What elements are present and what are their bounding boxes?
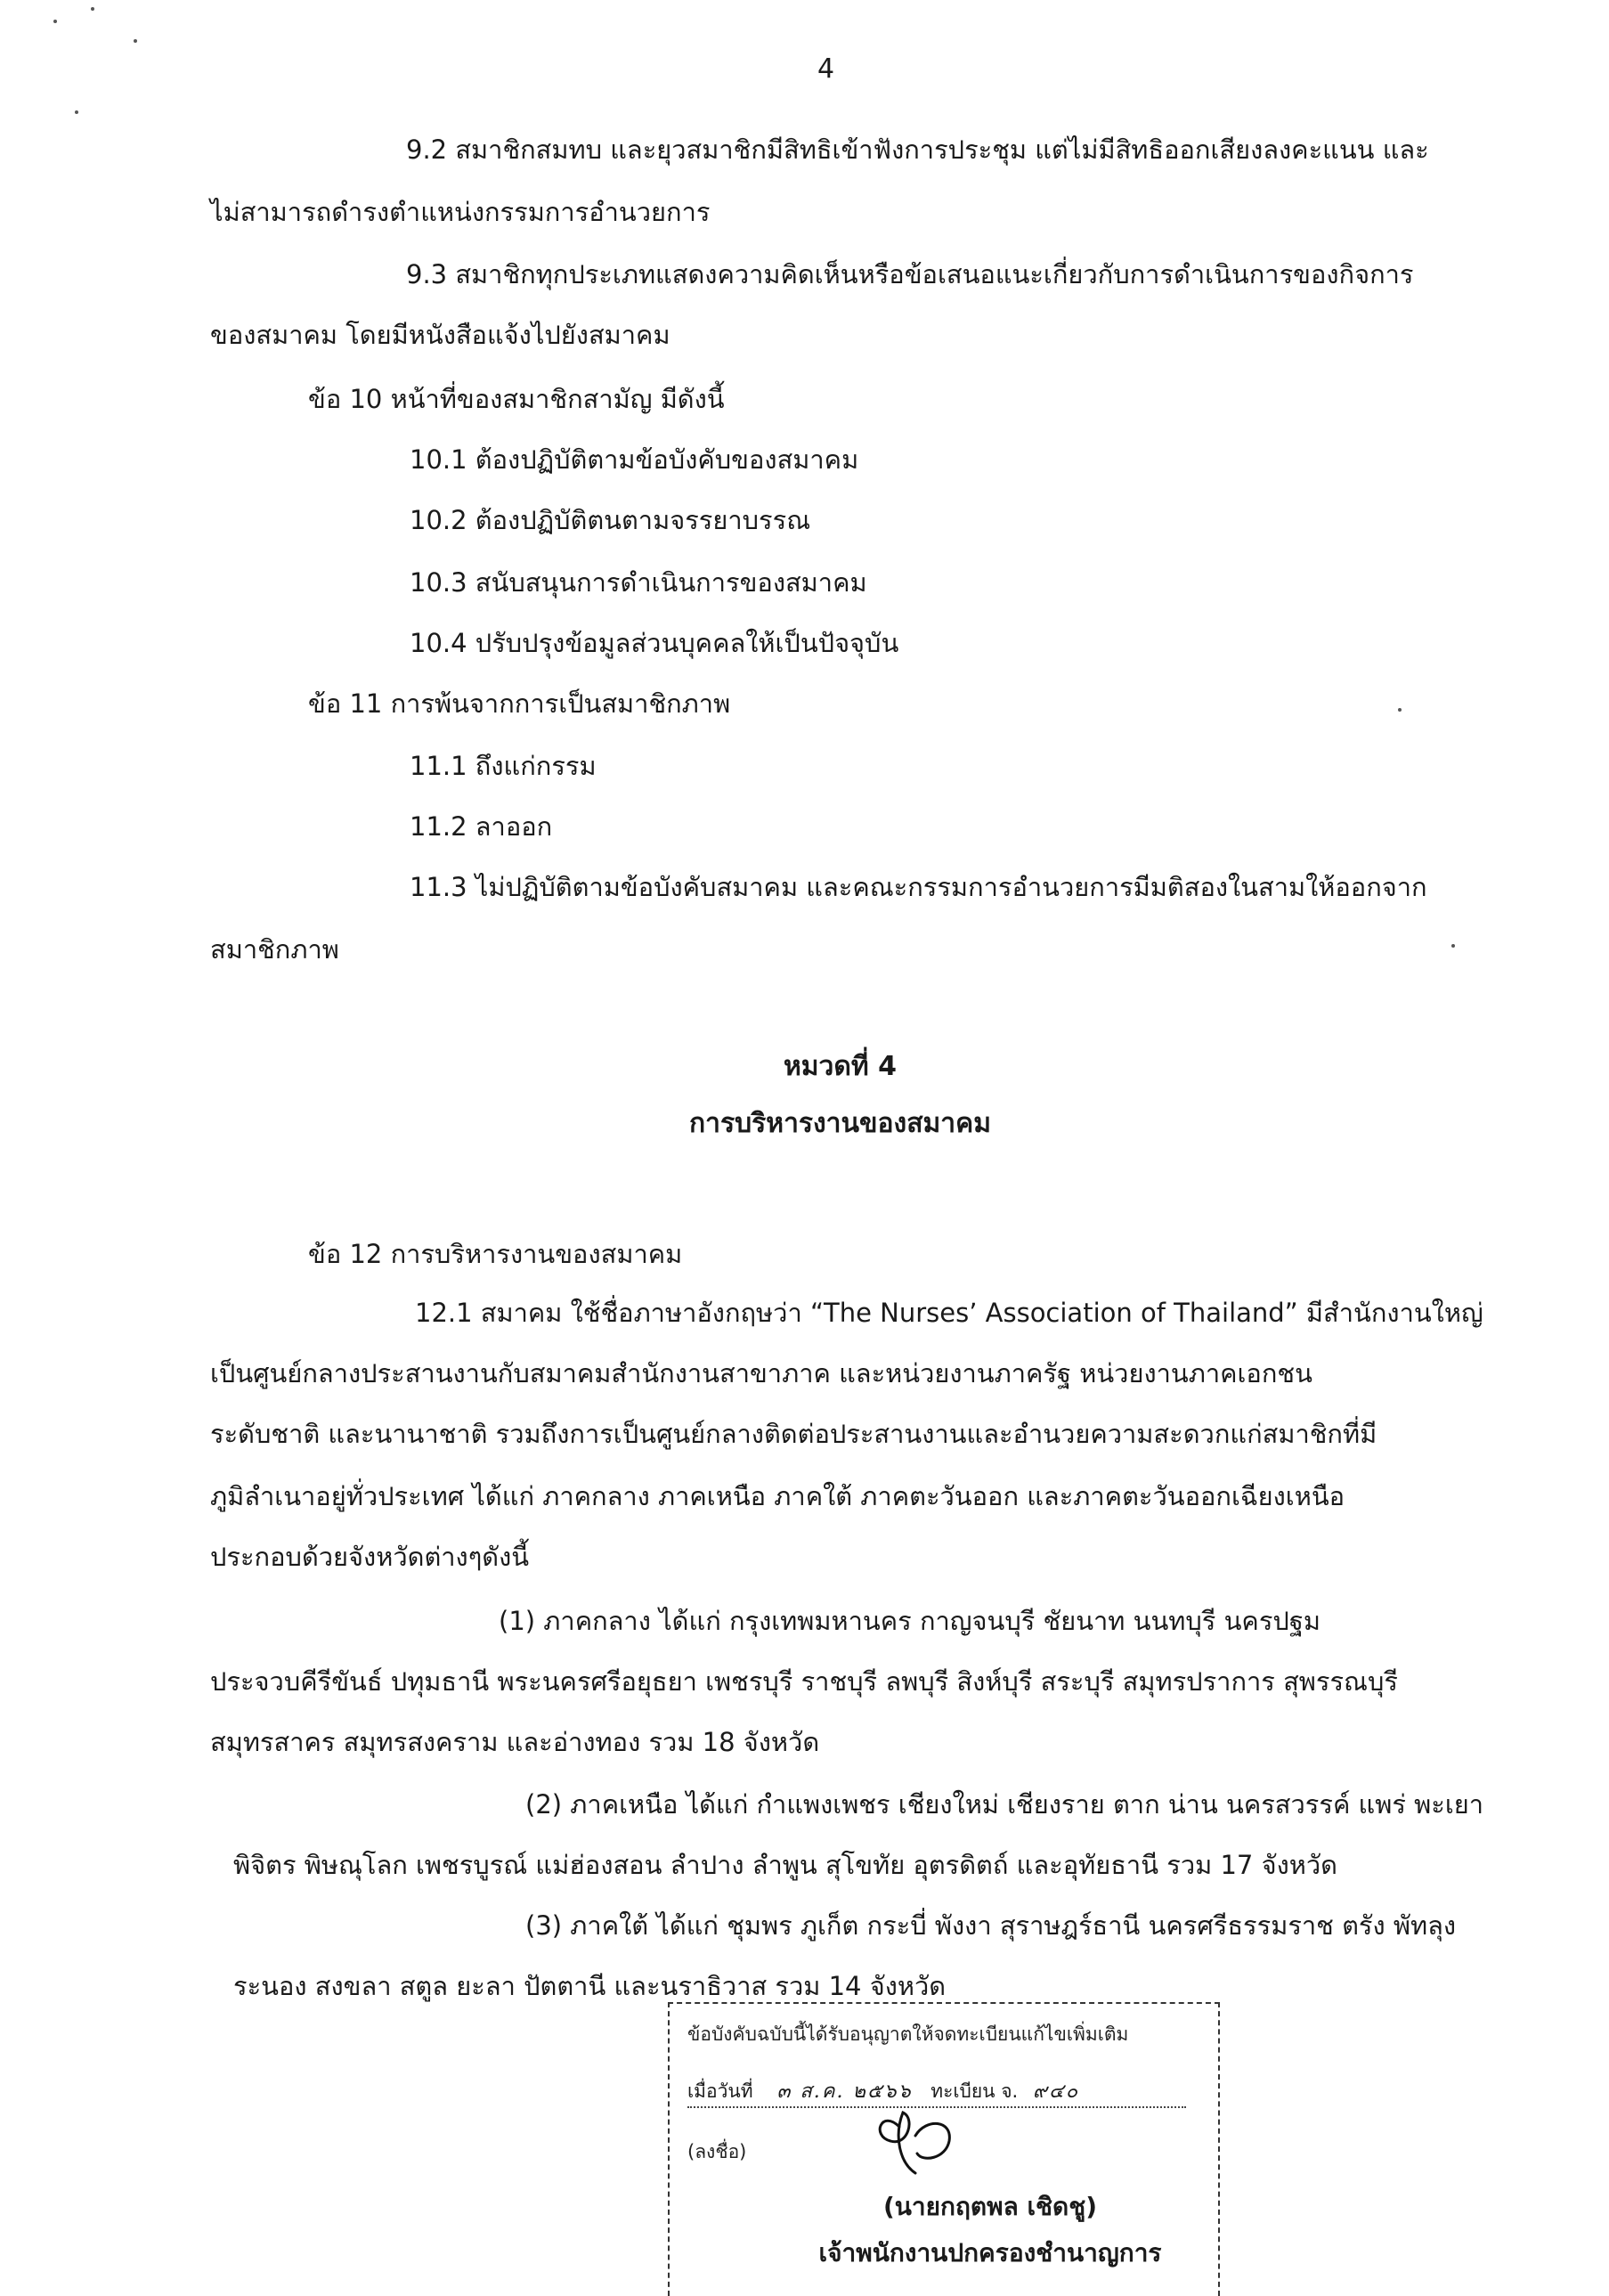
- clause-12-1-line-4: ภูมิลำเนาอยู่ทั่วประเทศ ได้แก่ ภาคกลาง ภาคเหนือ ภาคใต้ ภาคตะวันออก และภาคตะวันออกเฉียงเหนือ: [210, 1481, 1345, 1511]
- clause-12-1-line-3: ระดับชาติ และนานาชาติ รวมถึงการเป็นศูนย์กลางติดต่อประสานงานและอำนวยความสะดวกแก่สมาชิกที่มี: [210, 1419, 1377, 1449]
- stamp-registry-prefix: ทะเบียน จ.: [930, 2080, 1019, 2102]
- region-central-line-2: ประจวบคีรีขันธ์ ปทุมธานี พระนครศรีอยุธยา เพชรบุรี ราชบุรี ลพบุรี สิงห์บุรี สระบุรี สมุทรปราการ สุพรรณบุรี: [210, 1666, 1398, 1697]
- page-number: 4: [817, 53, 835, 85]
- chapter-subtitle: การบริหารงานของสมาคม: [689, 1108, 991, 1139]
- stamp-officer-name: (นายกฤตพล เชิดชู): [882, 2192, 1098, 2221]
- registration-stamp: [668, 2002, 1220, 2296]
- clause-10-2: 10.2 ต้องปฏิบัติตนตามจรรยาบรรณ: [410, 505, 811, 535]
- clause-9-3-line-1: 9.3 สมาชิกทุกประเภทแสดงความคิดเห็นหรือข้อเสนอแนะเกี่ยวกับการดำเนินการของกิจการ: [406, 259, 1414, 289]
- stamp-date-prefix: เมื่อวันที่: [687, 2080, 753, 2102]
- signature-icon: [864, 2100, 962, 2180]
- clause-11-2: 11.2 ลาออก: [410, 811, 553, 842]
- clause-12-1-line-2: เป็นศูนย์กลางประสานงานกับสมาคมสำนักงานสาขาภาค และหน่วยงานภาครัฐ หน่วยงานภาคเอกชน: [210, 1358, 1312, 1388]
- clause-12-1-line-5: ประกอบด้วยจังหวัดต่างๆดังนี้: [210, 1542, 530, 1572]
- stamp-sign-label: (ลงชื่อ): [687, 2141, 747, 2162]
- chapter-title: หมวดที่ 4: [784, 1051, 897, 1082]
- clause-12-heading: ข้อ 12 การบริหารงานของสมาคม: [308, 1239, 683, 1269]
- clause-11-3-line-2: สมาชิกภาพ: [210, 934, 339, 965]
- clause-9-2-line-2: ไม่สามารถดำรงตำแหน่งกรรมการอำนวยการ: [210, 197, 711, 227]
- stamp-date-value: ๓ ส.ค. ๒๕๖๖: [776, 2080, 913, 2103]
- region-central-line-1: (1) ภาคกลาง ได้แก่ กรุงเทพมหานคร กาญจนบุรี ชัยนาท นนทบุรี นครปฐม: [499, 1606, 1321, 1636]
- clause-12-1-line-1: 12.1 สมาคม ใช้ชื่อภาษาอังกฤษว่า “The Nurses’ Association of Thailand” มีสำนักงานใหญ่: [415, 1298, 1483, 1328]
- region-south-line-1: (3) ภาคใต้ ได้แก่ ชุมพร ภูเก็ต กระบี่ พังงา สุราษฎร์ธานี นครศรีธรรมราช ตรัง พัทลุง: [525, 1910, 1457, 1941]
- clause-10-1: 10.1 ต้องปฏิบัติตามข้อบังคับของสมาคม: [410, 444, 859, 475]
- clause-11-3-line-1: 11.3 ไม่ปฏิบัติตามข้อบังคับสมาคม และคณะกรรมการอำนวยการมีมติสองในสามให้ออกจาก: [410, 872, 1427, 902]
- clause-9-2-line-1: 9.2 สมาชิกสมทบ และยุวสมาชิกมีสิทธิเข้าฟังการประชุม แต่ไม่มีสิทธิออกเสียงลงคะแนน และ: [406, 134, 1429, 165]
- stamp-registry-value: ๙๔๐: [1032, 2080, 1080, 2103]
- region-north-line-1: (2) ภาคเหนือ ได้แก่ กำแพงเพชร เชียงใหม่ เชียงราย ตาก น่าน นครสวรรค์ แพร่ พะเยา: [525, 1789, 1484, 1820]
- clause-10-3: 10.3 สนับสนุนการดำเนินการของสมาคม: [410, 567, 867, 598]
- stamp-approval-text: ข้อบังคับฉบับนี้ได้รับอนุญาตให้จดทะเบียนแก้ไขเพิ่มเติม: [687, 2023, 1129, 2045]
- clause-9-3-line-2: ของสมาคม โดยมีหนังสือแจ้งไปยังสมาคม: [210, 320, 670, 350]
- stamp-officer-position: เจ้าพนักงานปกครองชำนาญการ: [818, 2238, 1162, 2268]
- clause-10-4: 10.4 ปรับปรุงข้อมูลส่วนบุคคลให้เป็นปัจจุบัน: [410, 628, 899, 658]
- region-central-line-3: สมุทรสาคร สมุทรสงคราม และอ่างทอง รวม 18 จังหวัด: [210, 1727, 820, 1757]
- region-north-line-2: พิจิตร พิษณุโลก เพชรบูรณ์ แม่ฮ่องสอน ลำปาง ลำพูน สุโขทัย อุตรดิตถ์ และอุทัยธานี รวม 17 จังหวัด: [233, 1850, 1337, 1880]
- clause-11-1: 11.1 ถึงแก่กรรม: [410, 751, 597, 781]
- clause-11-heading: ข้อ 11 การพ้นจากการเป็นสมาชิกภาพ: [308, 688, 731, 719]
- clause-10-heading: ข้อ 10 หน้าที่ของสมาชิกสามัญ มีดังนี้: [308, 384, 725, 414]
- region-south-line-2: ระนอง สงขลา สตูล ยะลา ปัตตานี และนราธิวาส รวม 14 จังหวัด: [233, 1971, 947, 2001]
